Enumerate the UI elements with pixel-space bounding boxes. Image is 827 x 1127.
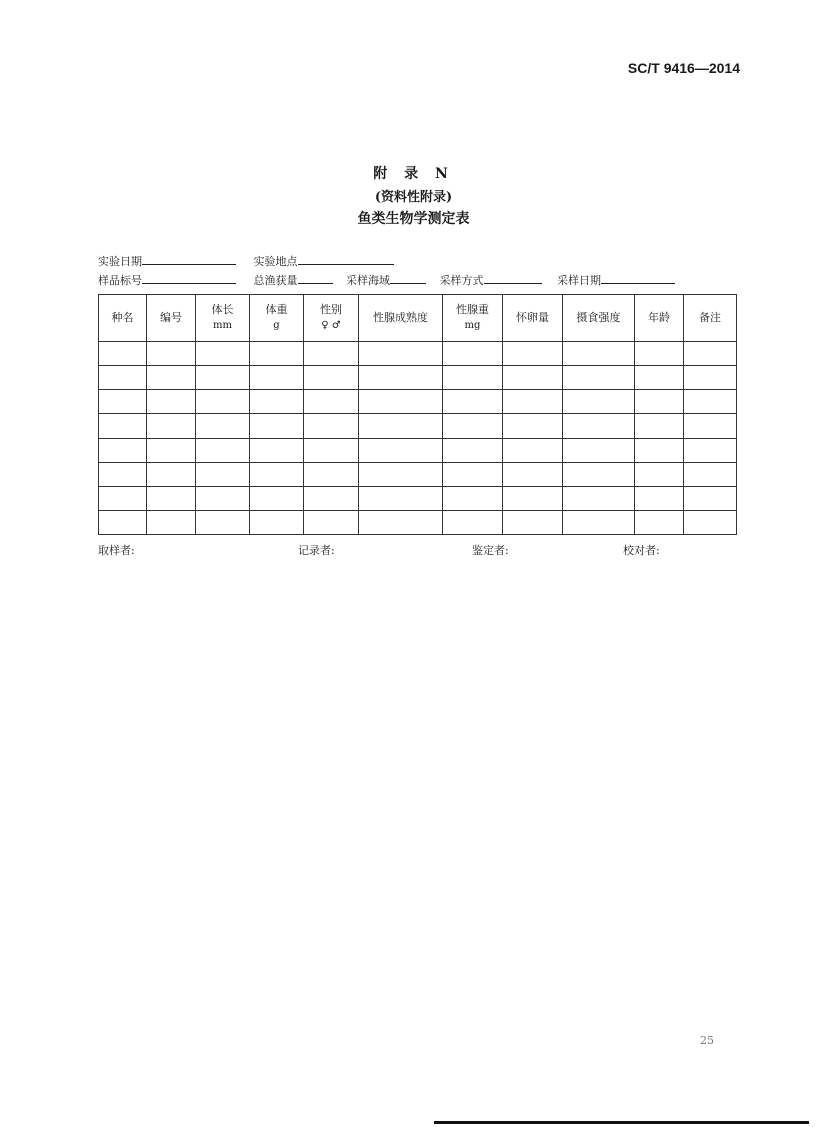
sampling-method-label: 采样方式 [439, 274, 484, 287]
table-cell[interactable] [250, 366, 304, 390]
table-cell[interactable] [196, 342, 250, 366]
table-row [99, 462, 737, 486]
table-cell[interactable] [147, 510, 196, 534]
table-cell[interactable] [635, 342, 684, 366]
header-species: 种名 [99, 295, 147, 342]
sampling-date-label: 采样日期 [557, 274, 601, 287]
appendix-label: 附 录 N [373, 166, 454, 182]
table-cell[interactable] [250, 414, 304, 438]
table-cell[interactable] [684, 510, 737, 534]
table-row [99, 510, 737, 534]
table-cell[interactable] [443, 366, 503, 390]
table-cell[interactable] [359, 414, 443, 438]
sampling-date-field [557, 272, 675, 288]
table-cell[interactable] [99, 342, 147, 366]
table-cell[interactable] [503, 414, 563, 438]
bottom-rule [434, 1121, 809, 1124]
table-cell[interactable] [359, 510, 443, 534]
table-cell[interactable] [443, 510, 503, 534]
sampling-method-field [440, 272, 542, 288]
table-cell[interactable] [250, 342, 304, 366]
sex-symbols: ♀ ♂ [321, 320, 341, 331]
table-cell[interactable] [147, 414, 196, 438]
table-cell[interactable] [359, 390, 443, 414]
table-cell[interactable] [196, 414, 250, 438]
document-title: 鱼类生物学测定表 [357, 211, 470, 227]
table-cell[interactable] [147, 342, 196, 366]
table-cell[interactable] [359, 438, 443, 462]
table-row [99, 486, 737, 510]
standard-code: SC/T 9416—2014 [627, 60, 740, 76]
table-cell[interactable] [147, 366, 196, 390]
table-cell[interactable] [147, 390, 196, 414]
table-cell[interactable] [684, 390, 737, 414]
header-fecundity: 怀卵量 [503, 295, 563, 342]
table-cell[interactable] [684, 486, 737, 510]
table-cell[interactable] [99, 486, 147, 510]
table-cell[interactable] [196, 510, 250, 534]
table-cell[interactable] [503, 462, 563, 486]
table-cell[interactable] [359, 462, 443, 486]
sampler-signature: 取样者: [98, 544, 135, 557]
identifier-signature: 鉴定者: [472, 544, 509, 557]
table-cell[interactable] [196, 462, 250, 486]
table-cell[interactable] [147, 462, 196, 486]
table-cell[interactable] [196, 438, 250, 462]
total-catch-label: 总渔获量 [253, 274, 298, 287]
sampling-method-blank [484, 273, 542, 284]
header-feeding-intensity: 摄食强度 [563, 295, 635, 342]
table-cell[interactable] [359, 342, 443, 366]
header-body-weight: 体重 g [250, 295, 304, 342]
table-cell[interactable] [304, 390, 359, 414]
header-sex: 性别 ♀ ♂ [304, 295, 359, 342]
table-cell[interactable] [99, 366, 147, 390]
field-row-1 [98, 253, 394, 269]
table-cell[interactable] [443, 486, 503, 510]
sampling-area-label: 采样海域 [346, 274, 390, 287]
checker-signature: 校对者: [623, 544, 660, 557]
table-cell[interactable] [196, 486, 250, 510]
table-cell[interactable] [563, 438, 635, 462]
table-cell[interactable] [250, 438, 304, 462]
table-row [99, 366, 737, 390]
table-cell[interactable] [635, 414, 684, 438]
header-gonad-maturity: 性腺成熟度 [359, 295, 443, 342]
table-cell[interactable] [99, 414, 147, 438]
table-cell[interactable] [684, 366, 737, 390]
table-cell[interactable] [99, 462, 147, 486]
sample-label-blank [142, 273, 236, 284]
header-gonad-weight: 性腺重 mg [443, 295, 503, 342]
table-cell[interactable] [147, 486, 196, 510]
table-cell[interactable] [196, 366, 250, 390]
table-cell[interactable] [563, 462, 635, 486]
header-remarks: 备注 [684, 295, 737, 342]
table-cell[interactable] [443, 390, 503, 414]
table-cell[interactable] [359, 366, 443, 390]
table-cell[interactable] [503, 342, 563, 366]
table-cell[interactable] [563, 366, 635, 390]
experiment-date-field [98, 253, 236, 269]
table-cell[interactable] [503, 366, 563, 390]
table-cell[interactable] [563, 390, 635, 414]
header-number: 编号 [147, 295, 196, 342]
table-cell[interactable] [196, 390, 250, 414]
table-cell[interactable] [250, 510, 304, 534]
total-catch-field [254, 272, 333, 288]
table-cell[interactable] [635, 486, 684, 510]
header-body-length: 体长 mm [196, 295, 250, 342]
table-cell[interactable] [635, 462, 684, 486]
table-cell[interactable] [635, 438, 684, 462]
table-cell[interactable] [503, 486, 563, 510]
table-cell[interactable] [99, 390, 147, 414]
table-cell[interactable] [304, 366, 359, 390]
table-cell[interactable] [563, 414, 635, 438]
field-row-2 [98, 272, 675, 288]
table-cell[interactable] [304, 462, 359, 486]
table-cell[interactable] [147, 438, 196, 462]
table-row [99, 414, 737, 438]
table-cell[interactable] [503, 390, 563, 414]
table-cell[interactable] [304, 342, 359, 366]
experiment-location-blank [298, 254, 394, 265]
appendix-nature: (资料性附录) [374, 190, 453, 205]
table-cell[interactable] [443, 342, 503, 366]
table-cell[interactable] [99, 438, 147, 462]
page-number: 25 [700, 1034, 714, 1047]
table-cell[interactable] [250, 486, 304, 510]
fish-biology-table [98, 294, 737, 535]
sampling-area-field [346, 272, 426, 288]
table-cell[interactable] [250, 462, 304, 486]
table-cell[interactable] [304, 414, 359, 438]
table-cell[interactable] [563, 486, 635, 510]
table-row [99, 342, 737, 366]
sample-label-label: 样品标号 [98, 274, 142, 287]
table-cell[interactable] [443, 438, 503, 462]
experiment-date-label: 实验日期 [98, 255, 142, 268]
table-cell[interactable] [503, 438, 563, 462]
table-cell[interactable] [359, 486, 443, 510]
table-cell[interactable] [635, 366, 684, 390]
table-cell[interactable] [635, 510, 684, 534]
experiment-date-blank [142, 254, 236, 265]
table-cell[interactable] [684, 414, 737, 438]
table-cell[interactable] [99, 510, 147, 534]
table-cell[interactable] [304, 438, 359, 462]
table-cell[interactable] [563, 510, 635, 534]
table-cell[interactable] [304, 510, 359, 534]
table-cell[interactable] [503, 510, 563, 534]
table-cell[interactable] [304, 486, 359, 510]
table-row [99, 390, 737, 414]
total-catch-blank [298, 273, 333, 284]
table-cell[interactable] [684, 462, 737, 486]
experiment-location-label: 实验地点 [253, 255, 298, 268]
table-cell[interactable] [443, 462, 503, 486]
experiment-location-field [254, 253, 394, 269]
recorder-signature: 记录者: [298, 544, 335, 557]
table-row [99, 438, 737, 462]
table-header-row [99, 295, 737, 342]
table-cell[interactable] [684, 438, 737, 462]
table-cell[interactable] [563, 342, 635, 366]
table-cell[interactable] [250, 390, 304, 414]
sampling-date-blank [601, 273, 675, 284]
table-cell[interactable] [635, 390, 684, 414]
sampling-area-blank [390, 273, 426, 284]
sample-label-field [98, 272, 236, 288]
table-cell[interactable] [443, 414, 503, 438]
table-cell[interactable] [684, 342, 737, 366]
header-age: 年龄 [635, 295, 684, 342]
